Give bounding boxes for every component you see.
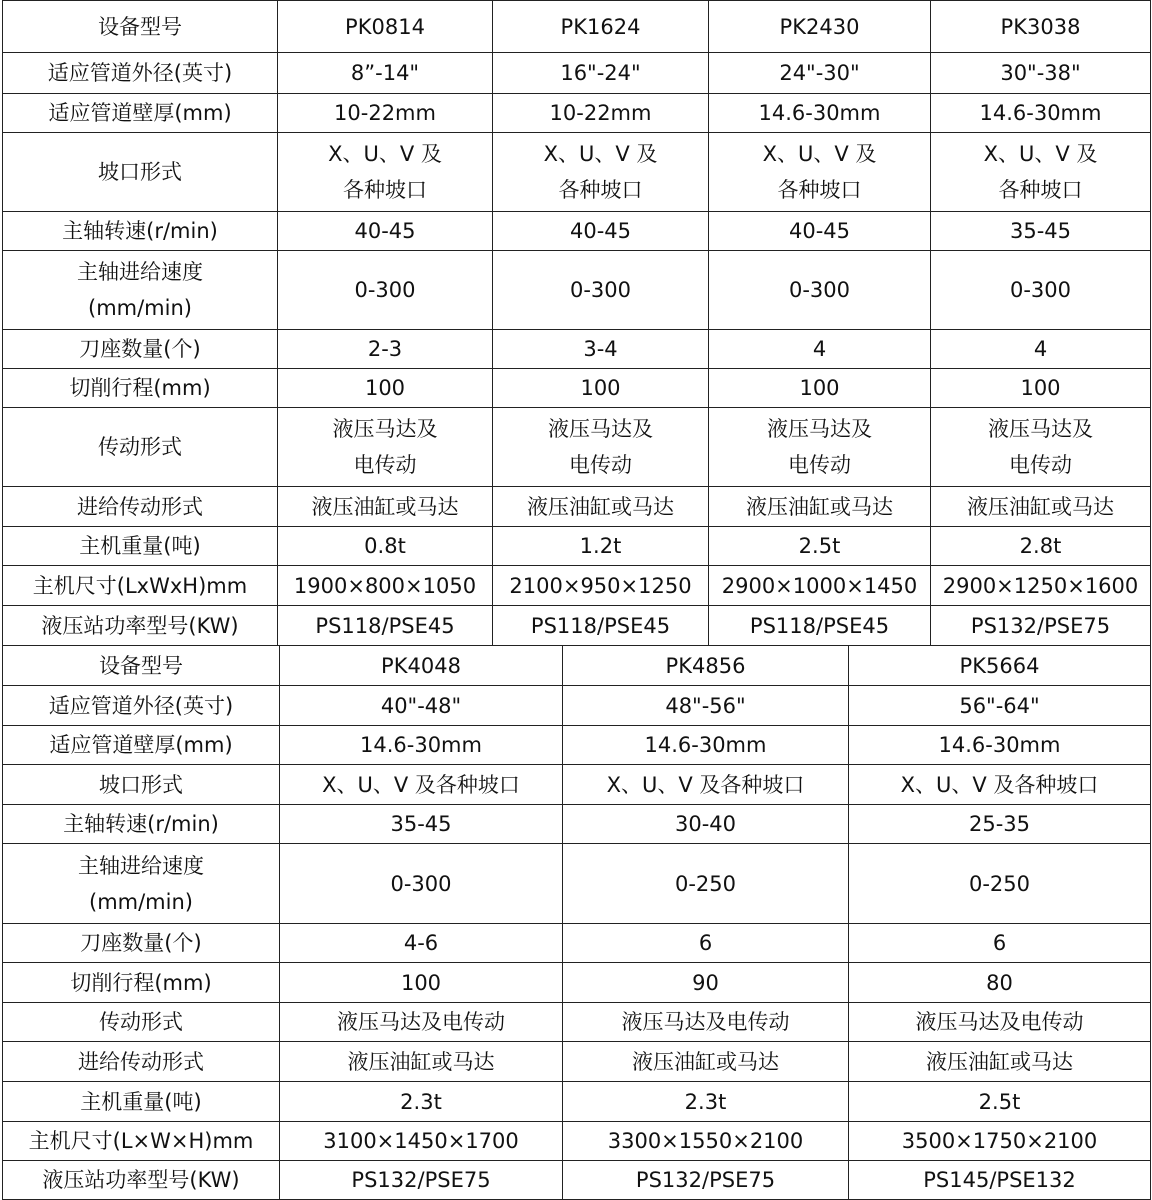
value-cell xyxy=(563,1003,849,1042)
value-text: X、U、V 及 xyxy=(543,142,658,166)
value-cell xyxy=(931,251,1151,330)
row-label-cell xyxy=(3,369,278,408)
row-label-cell xyxy=(3,844,280,924)
value-cell xyxy=(563,686,849,726)
value-cell xyxy=(280,1082,563,1122)
value-text: 16"-24" xyxy=(560,61,641,85)
value-cell xyxy=(278,94,493,133)
row-label-cell xyxy=(3,1122,280,1161)
spec-table-lower xyxy=(2,645,1151,1200)
value-text: 10-22mm xyxy=(549,101,652,125)
value-text: 3300×1550×2100 xyxy=(607,1129,804,1153)
value-text: 100 xyxy=(400,970,442,995)
value-cell xyxy=(280,686,563,726)
value-cell xyxy=(278,606,493,646)
value-text: 1.2t xyxy=(579,534,622,558)
value-text: 40"-48" xyxy=(380,693,462,718)
row-label-cell xyxy=(3,133,278,212)
value-text: PK3038 xyxy=(1000,14,1081,39)
value-text: 3-4 xyxy=(583,337,618,361)
row-label-text: 适应管道外径(英寸) xyxy=(47,61,233,85)
row-label-text: 液压站功率型号(KW) xyxy=(42,1168,240,1192)
value-text: X、U、V 及各种坡口 xyxy=(322,772,520,797)
row-label-text: 坡口形式 xyxy=(99,772,183,797)
value-text: 8”-14" xyxy=(350,61,420,85)
value-cell xyxy=(563,726,849,765)
value-text: 90 xyxy=(692,970,719,995)
value-text: 0.8t xyxy=(364,534,406,558)
value-cell xyxy=(278,133,493,212)
value-text: 液压马达及电传动 xyxy=(621,1010,790,1034)
value-text: 14.6-30mm xyxy=(979,101,1102,125)
value-cell xyxy=(931,566,1151,606)
table-row xyxy=(3,765,1151,805)
value-cell xyxy=(493,94,709,133)
value-text: 液压油缸或马达 xyxy=(967,494,1114,519)
value-text: 0-300 xyxy=(569,278,632,302)
value-text: 35-45 xyxy=(1009,219,1072,243)
value-text: PK2430 xyxy=(779,14,860,39)
row-label-text: 设备型号 xyxy=(99,653,183,678)
table-row xyxy=(3,330,1151,369)
value-text: PK5664 xyxy=(959,653,1040,678)
value-text: 4 xyxy=(1033,337,1048,361)
row-label-text: 液压站功率型号(KW) xyxy=(41,613,239,638)
table-row xyxy=(3,133,1151,212)
value-text: 液压油缸或马达 xyxy=(347,1049,495,1074)
value-cell xyxy=(849,805,1151,844)
value-cell xyxy=(931,330,1151,369)
value-cell xyxy=(493,408,709,487)
value-text: 各种坡口 xyxy=(998,178,1083,202)
value-cell xyxy=(278,212,493,251)
value-cell xyxy=(278,369,493,408)
row-label-cell xyxy=(3,726,280,765)
value-text: 80 xyxy=(986,970,1013,995)
value-cell xyxy=(709,369,931,408)
table-row xyxy=(3,1042,1151,1082)
value-text: 液压油缸或马达 xyxy=(311,494,459,519)
value-text: 56"-64" xyxy=(959,693,1040,718)
value-text: 100 xyxy=(364,376,406,400)
table-row xyxy=(3,1161,1151,1200)
value-text: PK4048 xyxy=(381,653,461,678)
value-text: 0-250 xyxy=(674,871,737,896)
row-label-text: 切削行程(mm) xyxy=(69,376,211,400)
value-text: 2.5t xyxy=(978,1089,1021,1114)
value-text: 30-40 xyxy=(674,812,737,836)
row-label-text: 刀座数量(个) xyxy=(79,337,201,361)
value-text: 6 xyxy=(992,931,1007,955)
value-cell xyxy=(563,1082,849,1122)
value-text: 电传动 xyxy=(788,453,851,477)
value-cell xyxy=(709,566,931,606)
table-row xyxy=(3,251,1151,330)
value-cell xyxy=(278,527,493,566)
value-text: PS118/PSE45 xyxy=(315,613,455,638)
table-row xyxy=(3,1003,1151,1042)
value-cell xyxy=(280,805,563,844)
value-text: 100 xyxy=(799,376,840,400)
value-cell xyxy=(931,527,1151,566)
value-cell xyxy=(280,924,563,963)
row-label-cell xyxy=(3,1082,280,1122)
value-text: 液压油缸或马达 xyxy=(926,1049,1073,1074)
spec-table-lower-body xyxy=(3,646,1151,1200)
row-label-text: 传动形式 xyxy=(99,1010,183,1034)
value-text: 6 xyxy=(698,931,713,955)
value-cell xyxy=(849,924,1151,963)
table-row xyxy=(3,606,1151,646)
value-cell xyxy=(493,251,709,330)
table-row xyxy=(3,566,1151,606)
row-label-text: 主轴进给速度 xyxy=(77,260,203,284)
value-cell xyxy=(709,1,931,53)
value-text: 液压油缸或马达 xyxy=(632,1049,779,1074)
table-row xyxy=(3,212,1151,251)
table-row xyxy=(3,805,1151,844)
value-text: PK4856 xyxy=(665,653,746,678)
row-label-text: (mm/min) xyxy=(88,296,192,320)
table-row xyxy=(3,94,1151,133)
table-row xyxy=(3,844,1151,924)
value-text: X、U、V 及 xyxy=(983,142,1098,166)
value-cell xyxy=(493,566,709,606)
value-cell xyxy=(563,1161,849,1200)
row-label-text: 进给传动形式 xyxy=(78,1049,204,1074)
value-cell xyxy=(709,606,931,646)
table-row xyxy=(3,646,1151,686)
table-row xyxy=(3,686,1151,726)
value-text: 30"-38" xyxy=(1000,61,1081,85)
value-cell xyxy=(849,1003,1151,1042)
value-cell xyxy=(709,251,931,330)
value-cell xyxy=(849,1042,1151,1082)
value-cell xyxy=(709,133,931,212)
value-text: 各种坡口 xyxy=(343,178,427,202)
table-row xyxy=(3,1082,1151,1122)
value-cell xyxy=(280,1161,563,1200)
value-text: 24"-30" xyxy=(779,61,860,85)
row-label-cell xyxy=(3,487,278,527)
value-text: PK0814 xyxy=(345,14,425,39)
value-text: 电传动 xyxy=(569,453,632,477)
value-text: 3500×1750×2100 xyxy=(901,1129,1098,1153)
table-row xyxy=(3,1122,1151,1161)
value-text: 2.8t xyxy=(1019,534,1062,558)
value-cell xyxy=(709,408,931,487)
value-cell xyxy=(493,527,709,566)
value-cell xyxy=(931,606,1151,646)
value-cell xyxy=(493,330,709,369)
value-text: 14.6-30mm xyxy=(758,101,881,125)
spec-table-upper-body xyxy=(3,1,1151,646)
row-label-cell xyxy=(3,765,280,805)
value-cell xyxy=(563,1122,849,1161)
row-label-text: 主机尺寸(LxWxH)mm xyxy=(32,573,248,598)
row-label-text: 刀座数量(个) xyxy=(80,931,202,955)
value-cell xyxy=(280,1042,563,1082)
value-text: 2900×1000×1450 xyxy=(721,573,918,598)
table-row xyxy=(3,369,1151,408)
value-text: PS145/PSE132 xyxy=(923,1168,1076,1192)
value-cell xyxy=(563,1042,849,1082)
value-text: 14.6-30mm xyxy=(360,733,482,757)
value-text: 液压马达及 xyxy=(332,417,438,441)
row-label-cell xyxy=(3,251,278,330)
value-text: 2100×950×1250 xyxy=(509,573,692,598)
value-cell xyxy=(931,212,1151,251)
value-cell xyxy=(849,646,1151,686)
value-cell xyxy=(278,487,493,527)
value-cell xyxy=(709,212,931,251)
value-cell xyxy=(493,369,709,408)
value-cell xyxy=(931,369,1151,408)
value-cell xyxy=(563,924,849,963)
value-text: PS132/PSE75 xyxy=(351,1168,491,1192)
value-text: 0-250 xyxy=(968,871,1031,896)
value-text: X、U、V 及 xyxy=(328,142,442,166)
value-text: 40-45 xyxy=(569,219,632,243)
value-cell xyxy=(709,94,931,133)
value-text: X、U、V 及 xyxy=(762,142,877,166)
value-text: PS132/PSE75 xyxy=(970,613,1111,638)
value-text: 0-300 xyxy=(1009,278,1072,302)
value-cell xyxy=(280,1003,563,1042)
value-cell xyxy=(278,408,493,487)
table-row xyxy=(3,726,1151,765)
value-text: PS118/PSE45 xyxy=(749,613,890,638)
value-text: 48"-56" xyxy=(665,693,746,718)
row-label-text: 设备型号 xyxy=(98,14,182,39)
value-cell xyxy=(493,133,709,212)
value-cell xyxy=(931,53,1151,94)
value-text: PK1624 xyxy=(560,14,641,39)
value-text: 各种坡口 xyxy=(777,178,862,202)
value-cell xyxy=(280,646,563,686)
value-cell xyxy=(931,133,1151,212)
value-text: 4-6 xyxy=(403,931,439,955)
row-label-cell xyxy=(3,408,278,487)
row-label-cell xyxy=(3,53,278,94)
row-label-cell xyxy=(3,924,280,963)
row-label-cell xyxy=(3,686,280,726)
value-cell xyxy=(849,686,1151,726)
row-label-cell xyxy=(3,1,278,53)
value-cell xyxy=(849,765,1151,805)
row-label-cell xyxy=(3,212,278,251)
table-row xyxy=(3,53,1151,94)
value-cell xyxy=(709,487,931,527)
row-label-cell xyxy=(3,527,278,566)
value-text: 0-300 xyxy=(354,278,416,302)
row-label-text: 坡口形式 xyxy=(98,160,182,184)
value-text: 液压马达及 xyxy=(988,417,1093,441)
row-label-text: 主机重量(吨) xyxy=(80,1089,202,1114)
value-cell xyxy=(849,844,1151,924)
value-text: 10-22mm xyxy=(334,101,436,125)
value-text: 液压油缸或马达 xyxy=(746,494,893,519)
value-text: 14.6-30mm xyxy=(938,733,1061,757)
value-cell xyxy=(931,1,1151,53)
value-text: 2900×1250×1600 xyxy=(942,573,1139,598)
value-cell xyxy=(278,330,493,369)
value-cell xyxy=(278,251,493,330)
value-text: 40-45 xyxy=(788,219,851,243)
value-cell xyxy=(280,844,563,924)
value-cell xyxy=(493,1,709,53)
row-label-cell xyxy=(3,1003,280,1042)
spec-table-upper xyxy=(2,0,1151,646)
table-row xyxy=(3,527,1151,566)
value-cell xyxy=(563,646,849,686)
row-label-text: 适应管道壁厚(mm) xyxy=(49,733,233,757)
value-text: 电传动 xyxy=(1009,453,1072,477)
value-text: PS132/PSE75 xyxy=(635,1168,776,1192)
value-text: 液压油缸或马达 xyxy=(527,494,674,519)
value-text: 25-35 xyxy=(968,812,1031,836)
value-cell xyxy=(280,765,563,805)
row-label-text: 传动形式 xyxy=(98,435,182,459)
value-cell xyxy=(563,844,849,924)
table-row xyxy=(3,1,1151,53)
row-label-cell xyxy=(3,646,280,686)
row-label-text: 进给传动形式 xyxy=(77,494,203,519)
value-text: 100 xyxy=(1020,376,1061,400)
value-cell xyxy=(280,726,563,765)
row-label-cell xyxy=(3,805,280,844)
table-row xyxy=(3,408,1151,487)
value-text: 0-300 xyxy=(390,871,452,896)
value-text: 电传动 xyxy=(353,453,417,477)
value-text: 液压马达及 xyxy=(548,417,653,441)
value-text: 液压马达及 xyxy=(767,417,872,441)
row-label-cell xyxy=(3,606,278,646)
row-label-cell xyxy=(3,1042,280,1082)
value-cell xyxy=(278,566,493,606)
row-label-text: (mm/min) xyxy=(89,889,193,914)
value-cell xyxy=(849,1082,1151,1122)
value-cell xyxy=(709,527,931,566)
value-cell xyxy=(931,408,1151,487)
value-cell xyxy=(709,330,931,369)
value-cell xyxy=(493,606,709,646)
value-cell xyxy=(849,1161,1151,1200)
value-cell xyxy=(280,963,563,1003)
row-label-cell xyxy=(3,566,278,606)
value-text: 2.3t xyxy=(400,1089,442,1114)
value-cell xyxy=(849,726,1151,765)
value-cell xyxy=(278,1,493,53)
row-label-text: 主机尺寸(L×W×H)mm xyxy=(28,1129,254,1153)
row-label-text: 切削行程(mm) xyxy=(70,970,212,995)
value-cell xyxy=(849,1122,1151,1161)
row-label-cell xyxy=(3,330,278,369)
row-label-text: 主轴进给速度 xyxy=(78,853,204,878)
row-label-text: 主机重量(吨) xyxy=(79,534,201,558)
row-label-text: 适应管道外径(英寸) xyxy=(48,693,234,718)
value-text: 0-300 xyxy=(788,278,851,302)
value-cell xyxy=(563,765,849,805)
value-text: 2-3 xyxy=(367,337,403,361)
value-text: 液压马达及电传动 xyxy=(915,1010,1084,1034)
value-text: X、U、V 及各种坡口 xyxy=(900,772,1099,797)
row-label-text: 主轴转速(r/min) xyxy=(62,219,218,243)
value-text: 3100×1450×1700 xyxy=(323,1129,519,1153)
value-cell xyxy=(280,1122,563,1161)
value-text: 4 xyxy=(812,337,827,361)
value-cell xyxy=(563,805,849,844)
row-label-cell xyxy=(3,963,280,1003)
value-text: 100 xyxy=(580,376,621,400)
value-cell xyxy=(493,53,709,94)
value-cell xyxy=(931,94,1151,133)
value-cell xyxy=(849,963,1151,1003)
value-text: 2.3t xyxy=(684,1089,727,1114)
table-row xyxy=(3,487,1151,527)
value-cell xyxy=(709,53,931,94)
value-text: 40-45 xyxy=(354,219,416,243)
table-row xyxy=(3,924,1151,963)
value-cell xyxy=(493,487,709,527)
value-text: PS118/PSE45 xyxy=(530,613,671,638)
value-text: 14.6-30mm xyxy=(644,733,767,757)
value-cell xyxy=(563,963,849,1003)
value-cell xyxy=(278,53,493,94)
value-cell xyxy=(931,487,1151,527)
value-text: 液压马达及电传动 xyxy=(337,1010,505,1034)
value-cell xyxy=(493,212,709,251)
value-text: 1900×800×1050 xyxy=(293,573,477,598)
row-label-text: 主轴转速(r/min) xyxy=(63,812,219,836)
row-label-cell xyxy=(3,94,278,133)
table-row xyxy=(3,963,1151,1003)
value-text: X、U、V 及各种坡口 xyxy=(606,772,805,797)
row-label-text: 适应管道壁厚(mm) xyxy=(48,101,232,125)
value-text: 35-45 xyxy=(390,812,452,836)
value-text: 各种坡口 xyxy=(558,178,643,202)
value-text: 2.5t xyxy=(798,534,841,558)
row-label-cell xyxy=(3,1161,280,1200)
